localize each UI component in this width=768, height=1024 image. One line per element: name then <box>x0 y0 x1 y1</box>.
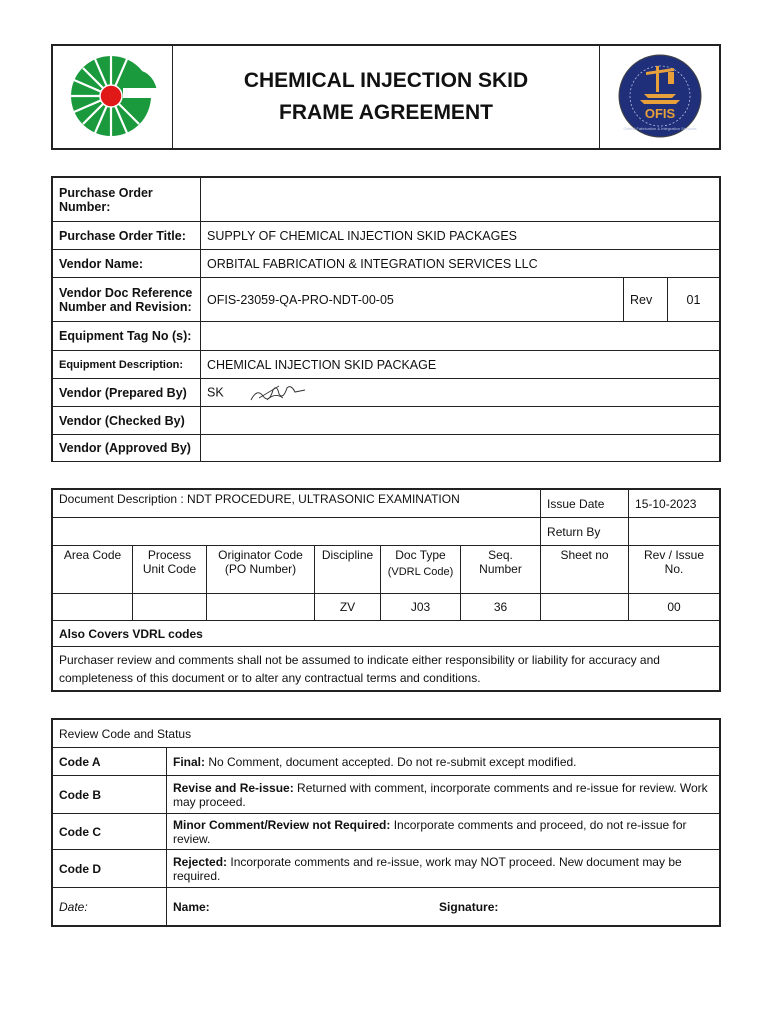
rev-value: 01 <box>667 278 719 322</box>
process-unit-header: Process Unit Code <box>133 546 207 594</box>
po-table <box>52 177 720 462</box>
po-table-box <box>51 176 721 462</box>
header-table <box>52 45 720 149</box>
sheet-no-header: Sheet no <box>541 546 629 594</box>
po-number-value <box>201 178 720 222</box>
ofis-logo-text: OFIS <box>644 105 675 121</box>
review-table <box>52 719 720 926</box>
prepared-by-value: SK <box>207 384 224 399</box>
code-a-description <box>167 748 720 776</box>
vendor-name-label: Vendor Name: <box>53 250 201 278</box>
code-b-label: Code B <box>53 776 167 814</box>
po-number-label: Purchase Order Number: <box>53 178 201 222</box>
area-code-header: Area Code <box>53 546 133 594</box>
code-c-description <box>167 814 720 850</box>
equipment-description-value: CHEMICAL INJECTION SKID PACKAGE <box>201 351 720 379</box>
equipment-tag-value <box>201 322 720 351</box>
signature-scribble-icon <box>249 382 309 404</box>
approved-by-label: Vendor (Approved By) <box>53 435 201 462</box>
prepared-by-label: Vendor (Prepared By) <box>53 379 201 407</box>
prepared-by-cell <box>201 379 720 407</box>
review-table-box <box>51 718 721 927</box>
issue-date-label: Issue Date <box>541 490 629 518</box>
code-a-text: No Comment, document accepted. Do not re-submit except modified. <box>205 754 577 769</box>
right-logo-cell <box>600 46 720 149</box>
code-a-status: Final: <box>173 754 205 769</box>
po-title-value: SUPPLY OF CHEMICAL INJECTION SKID PACKAGES <box>201 222 720 250</box>
code-c-text: Incorporate comments and proceed, do not re-issue for review. <box>173 817 687 846</box>
code-c-status: Minor Comment/Review not Required: <box>173 817 391 832</box>
equipment-tag-label: Equipment Tag No (s): <box>53 322 201 351</box>
vendor-doc-label: Vendor Doc Reference Number and Revision: <box>53 278 201 322</box>
date-label: Date: <box>53 888 167 926</box>
code-b-status: Revise and Re-issue: <box>173 780 294 795</box>
approved-by-value <box>201 435 720 462</box>
doc-type-value: J03 <box>381 594 461 621</box>
code-c-label: Code C <box>53 814 167 850</box>
originator-code-header: Originator Code (PO Number) <box>207 546 315 594</box>
doc-type-header <box>381 546 461 594</box>
disclaimer-text: Purchaser review and comments shall not be assumed to indicate either responsibility or liability for accuracy and completeness of this document or to alter any contractual terms and conditions. <box>53 647 720 691</box>
name-label: Name: <box>173 899 210 914</box>
vendor-name-value: ORBITAL FABRICATION & INTEGRATION SERVICES LLC <box>201 250 720 278</box>
code-d-label: Code D <box>53 850 167 888</box>
rev-issue-value: 00 <box>629 594 720 621</box>
code-d-text: Incorporate comments and re-issue, work may NOT proceed. New document may be required. <box>173 854 682 883</box>
po-title-label: Purchase Order Title: <box>53 222 201 250</box>
document-title-line2: FRAME AGREEMENT <box>279 101 493 124</box>
company-logo-icon <box>67 50 159 142</box>
vendor-doc-value: OFIS-23059-QA-PRO-NDT-00-05 <box>201 278 624 322</box>
name-signature-cell <box>167 888 720 926</box>
rev-issue-header: Rev / Issue No. <box>629 546 720 594</box>
code-b-description <box>167 776 720 814</box>
header-box <box>51 44 721 150</box>
also-covers-vdrl: Also Covers VDRL codes <box>53 621 720 647</box>
code-d-status: Rejected: <box>173 854 228 869</box>
discipline-header: Discipline <box>315 546 381 594</box>
sheet-no-value <box>541 594 629 621</box>
signature-label: Signature: <box>439 899 499 914</box>
left-logo-cell <box>53 46 173 149</box>
doc-type-title: Doc Type <box>395 548 446 562</box>
title-cell <box>173 46 600 149</box>
seq-number-value: 36 <box>461 594 541 621</box>
issue-date-value: 15-10-2023 <box>629 490 720 518</box>
return-by-value <box>629 518 720 546</box>
code-d-description <box>167 850 720 888</box>
return-by-label: Return By <box>541 518 629 546</box>
document-title-line1: CHEMICAL INJECTION SKID <box>243 69 529 92</box>
doc-type-sub: (VDRL Code) <box>387 566 454 578</box>
checked-by-value <box>201 407 720 435</box>
ofis-logo-icon <box>616 52 704 140</box>
doc-table <box>52 489 720 691</box>
review-heading: Review Code and Status <box>53 720 720 748</box>
description-spacer <box>53 518 541 546</box>
area-code-value <box>53 594 133 621</box>
discipline-value: ZV <box>315 594 381 621</box>
code-a-label: Code A <box>53 748 167 776</box>
rev-label: Rev <box>623 278 667 322</box>
document-description: Document Description : NDT PROCEDURE, ULTRASONIC EXAMINATION <box>53 490 541 518</box>
ofis-ring-text: Orbital Fabrication & Integration Services <box>623 125 696 131</box>
process-unit-value <box>133 594 207 621</box>
originator-code-value <box>207 594 315 621</box>
code-b-text: Returned with comment, incorporate comments and re-issue for review. Work may proceed. <box>173 780 708 809</box>
checked-by-label: Vendor (Checked By) <box>53 407 201 435</box>
seq-number-header: Seq. Number <box>461 546 541 594</box>
equipment-description-label: Equipment Description: <box>53 351 201 379</box>
doc-table-box <box>51 488 721 692</box>
